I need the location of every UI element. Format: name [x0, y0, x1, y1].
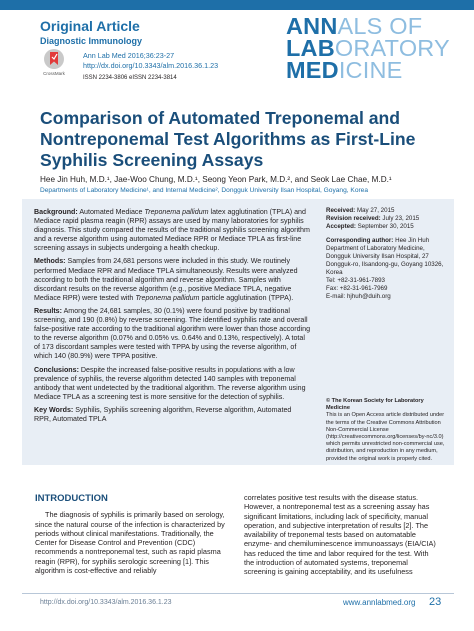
- article-header: [40, 18, 142, 47]
- corresponding-name: Hee Jin Huh: [393, 237, 430, 244]
- history-dates: [326, 207, 446, 231]
- crossmark-label: CrossMark: [43, 71, 65, 76]
- background-text-1: Automated Mediace: [77, 208, 145, 216]
- crossmark-logo[interactable]: [40, 49, 68, 79]
- conclusions-text: Despite the increased false-positive results in populations with a low prevalence of syphilis, the reverse algorithm detected 140 samples with treponemal antibody that went undetected by the traditional algorithm. The reverse algorithm using Mediace TPLA as a screening test is more sensitive for the detection of syphilis.: [34, 365, 306, 401]
- background-label: Background:: [34, 208, 78, 216]
- brand-line3-bold: MED: [286, 57, 339, 83]
- keywords-para: [34, 406, 310, 424]
- author-list: Hee Jin Huh, M.D.¹, Jae-Woo Chung, M.D.¹, Seong Yeon Park, M.D.², and Seok Lae Chae, M.D.¹: [40, 175, 392, 184]
- top-color-bar: [0, 0, 474, 10]
- abstract-conclusions-para: [34, 366, 310, 402]
- intro-left-text: The diagnosis of syphilis is primarily based on serology, since the natural course of the infection is characterized by periods without clinical manifestations. Traditionally, the Center for Disease Control and Prevention (CDC) recommends a nontreponemal test, such as rapid plasma reagin (RPR), for syphilis serologic screening [1]. This algorithm is cost-effective and reliably: [35, 510, 225, 576]
- revision-label: Revision received:: [326, 215, 381, 222]
- corresponding-email[interactable]: E-mail: hjhuh@duih.org: [326, 293, 391, 300]
- keywords-text: Syphilis, Syphilis screening algorithm, Reverse algorithm, Automated RPR, Automated TPLA: [34, 405, 292, 423]
- intro-left-column: [35, 494, 231, 575]
- article-type: Original Article: [40, 18, 140, 34]
- crossmark-bookmark-icon: [49, 52, 59, 66]
- page-number: 23: [429, 596, 442, 608]
- copyright-notice: [326, 398, 446, 463]
- keywords-label: Key Words:: [34, 405, 74, 414]
- intro-right-column: [244, 493, 440, 577]
- corresponding-tel: Tel: +82-31-961-7893: [326, 277, 385, 284]
- results-text: Among the 24,681 samples, 30 (0.1%) were found positive by traditional screening, and 190 (0.8%) by reverse screening. The identified syphilis rate and overall false-positive rate according to the traditional algorithm were lower than those according to the reverse algorithm (0.07% and 0.05% vs. 0.64% and 0.13%, respectively). A total of 173 discordant samples were tested with TPPA by using the reverse algorithm, of which 140 (80.9%) were TPPA positive.: [34, 306, 311, 361]
- copyright-text: This is an Open Access article distributed under the terms of the Creative Commons Attribution Non-Commercial License (http://creativecommons.org/licenses/by-nc/3.0) which permits unrestricted non-commercial use, distribution, and reproduction in any medium, provided the original work is properly cited.: [326, 412, 445, 462]
- journal-info: [83, 51, 218, 84]
- abstract: [34, 208, 310, 428]
- results-label: Results:: [34, 306, 62, 315]
- corresponding-author: [326, 237, 446, 301]
- brand-line2-bold: LAB: [286, 35, 335, 61]
- abstract-background-para: [34, 208, 310, 253]
- journal-citation: Ann Lab Med 2016;36:23-27: [83, 51, 175, 60]
- methods-text-2: particle agglutination (TPPA).: [199, 293, 294, 302]
- copyright-label: © The Korean Society for Laboratory Medicine: [326, 398, 424, 412]
- methods-italic: Treponema pallidum: [135, 293, 200, 302]
- abstract-results-para: [34, 307, 310, 362]
- methods-text-1: Samples from 24,681 persons were included in this study. We routinely performed Mediace RPR and Mediace TPLA simultaneously. Results were analyzed according to both the traditional algorithm and reverse algorithm. Samples with discordant results on the reverse algorithm (e.g., positive Mediace TPLA, negative Mediace RPR) were tested with: [34, 257, 298, 302]
- article-title: Comparison of Automated Treponemal and Nontreponemal Test Algorithms as First-Line Syphilis Screening Assays: [40, 108, 416, 170]
- footer-divider: [22, 593, 454, 594]
- abstract-methods-para: [34, 257, 310, 302]
- intro-heading: INTRODUCTION: [35, 493, 108, 504]
- background-text-2: latex agglutination (TPLA) and Mediace rapid plasma reagin (RPR) assays are used by many laboratories for syphilis diagnosis. This study compared the results of the traditional syphilis screening algorithm and a reverse algorithm using automated Mediace RPR or Mediace TPLA as first-line screening assays in subjects undergoing a health checkup.: [34, 208, 310, 253]
- brand-line2-light: ORATORY: [334, 35, 450, 61]
- received-date: May 27, 2015: [355, 207, 395, 214]
- accepted-date: September 30, 2015: [355, 223, 414, 230]
- issn: ISSN 2234-3806 eISSN 2234-3814: [83, 75, 177, 81]
- article-history: [326, 207, 446, 307]
- brand-line1-bold: ANN: [286, 13, 338, 39]
- affiliations: Departments of Laboratory Medicine¹, and Internal Medicine², Dongguk University Ilsan Hospital, Goyang, Korea: [40, 187, 369, 194]
- accepted-label: Accepted:: [326, 223, 356, 230]
- footer-doi[interactable]: http://dx.doi.org/10.3343/alm.2016.36.1.23: [40, 599, 172, 606]
- methods-label: Methods:: [34, 257, 66, 266]
- corresponding-fax: Fax: +82-31-961-7969: [326, 285, 388, 292]
- conclusions-label: Conclusions:: [34, 365, 79, 374]
- footer-site-link[interactable]: www.annlabmed.org: [343, 598, 416, 607]
- brand-line1-light: ALS OF: [337, 13, 423, 39]
- revision-date: July 23, 2015: [380, 215, 420, 222]
- intro-right-text: correlates positive test results with the disease status. However, a nontreponemal test as a screening assay has significant limitations, including lack of specificity, manual operation, and subjective interpretation of results [2]. The availability of treponemal tests based on automatable enzyme- and chemiluminescence immunoassays (EIA/CIA) has reduced the time and labor required for the test. With the introduction of automated systems, treponemal screening is gaining acceptability, and its usefulness: [244, 493, 436, 577]
- corresponding-address: Department of Laboratory Medicine, Dongguk University Ilsan Hospital, 27 Dongguk-ro, Ilsandong-gu, Goyang 10326, Korea: [326, 245, 444, 276]
- brand-line3-light: ICINE: [338, 57, 403, 83]
- journal-brand-logo: [286, 13, 450, 83]
- article-section: Diagnostic Immunology: [40, 36, 143, 46]
- background-italic: Treponema pallidum: [144, 208, 209, 216]
- doi-link[interactable]: http://dx.doi.org/10.3343/alm.2016.36.1.23: [83, 60, 219, 70]
- corresponding-label: Corresponding author:: [326, 237, 394, 244]
- received-label: Received:: [326, 207, 356, 214]
